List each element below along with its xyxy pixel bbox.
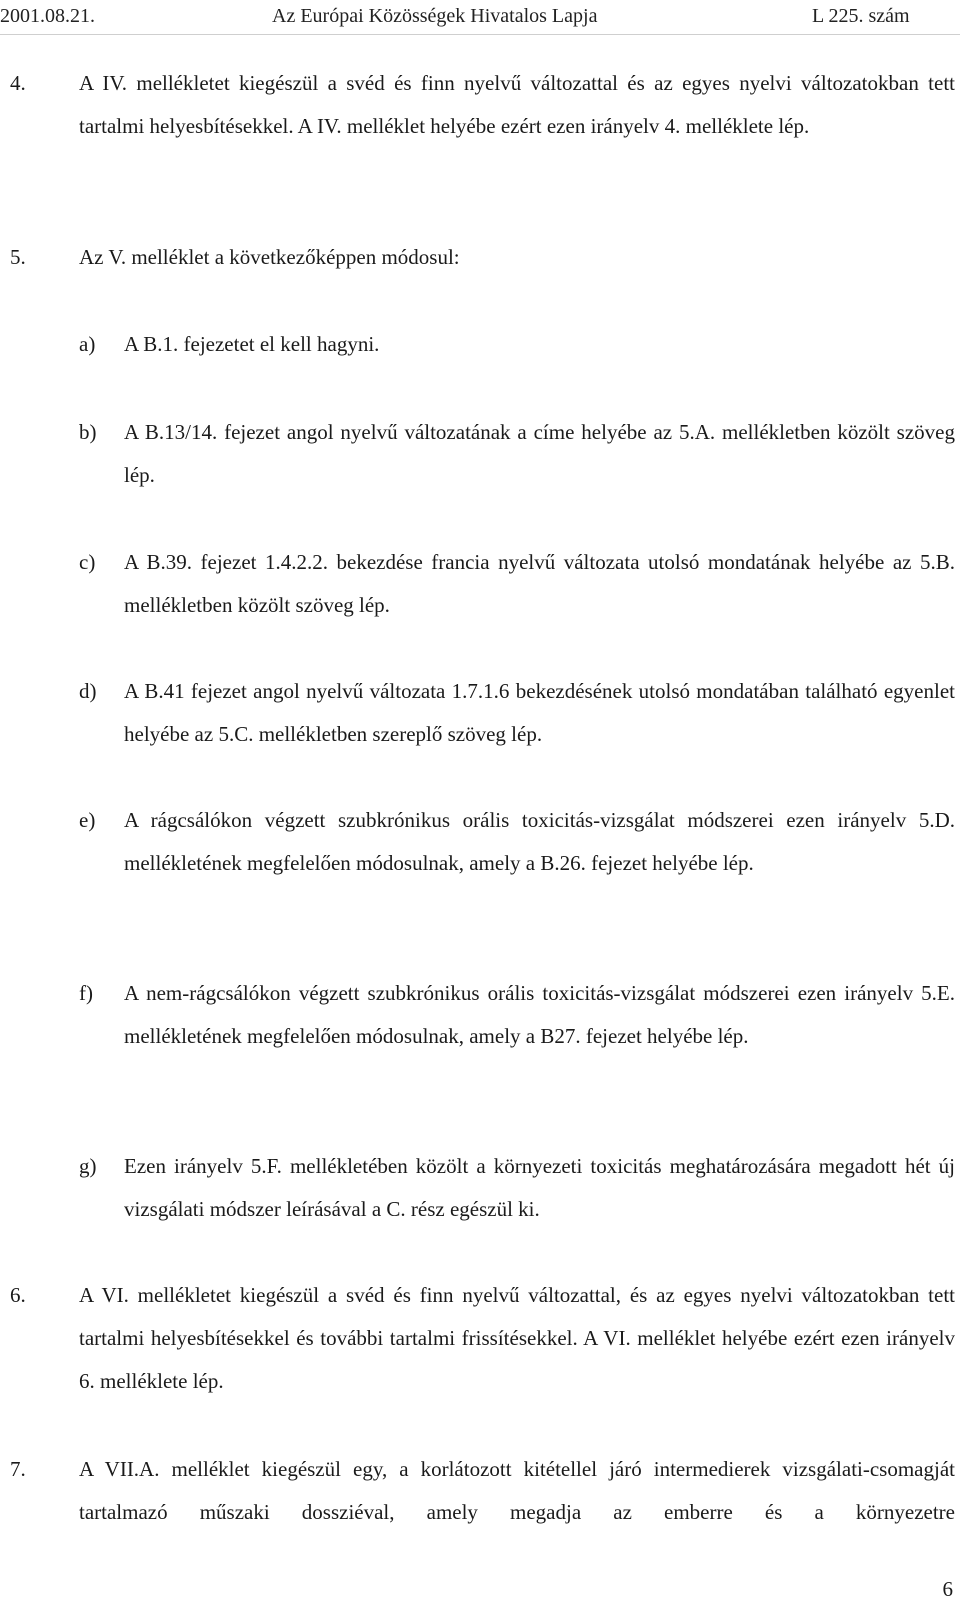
subitem-letter: b) — [79, 420, 97, 444]
subitem-text: A nem-rágcsálókon végzett szubkrónikus orális toxicitás-vizsgálat módszerei ezen irányelv 5.E. mellékletének megfelelően módosulnak, amely a B27. fejezet helyébe lép. — [124, 981, 955, 1048]
item-number: 5. — [10, 245, 26, 269]
item-text: A IV. mellékletet kiegészül a svéd és finn nyelvű változattal és az egyes nyelvi változatokban tett tartalmi helyesbítésekkel. A IV. melléklet helyébe ezért ezen irányelv 4. melléklete lép. — [79, 71, 955, 138]
page-header — [0, 2, 960, 34]
subitem-text: A B.1. fejezetet el kell hagyni. — [124, 332, 380, 356]
item-text: A VII.A. melléklet kiegészül egy, a korlátozott kitétellel járó intermedierek vizsgálati-csomagját tartalmazó műszaki dossziéval, amely megadja az emberre és a környezetre — [79, 1457, 955, 1524]
subitem-text: A B.41 fejezet angol nyelvű változata 1.7.1.6 bekezdésének utolsó mondatában található egyenlet helyébe az 5.C. mellékletben szereplő szöveg lép. — [124, 679, 955, 746]
header-date: 2001.08.21. — [0, 5, 95, 27]
header-journal-title: Az Európai Közösségek Hivatalos Lapja — [272, 5, 598, 27]
header-issue-number: L 225. szám — [812, 5, 910, 27]
header-divider — [0, 34, 960, 35]
subitem-letter: c) — [79, 550, 96, 574]
subitem-letter: e) — [79, 808, 96, 832]
subitem-letter: a) — [79, 332, 96, 356]
item-number: 4. — [10, 71, 26, 95]
item-number: 7. — [10, 1457, 26, 1481]
subitem-letter: d) — [79, 679, 97, 703]
item-text: Az V. melléklet a következőképpen módosul: — [79, 245, 460, 269]
subitem-letter: f) — [79, 981, 93, 1005]
subitem-text: A B.13/14. fejezet angol nyelvű változatának a címe helyébe az 5.A. mellékletben közölt szöveg lép. — [124, 420, 955, 487]
subitem-text: Ezen irányelv 5.F. mellékletében közölt a környezeti toxicitás meghatározására megadott hét új vizsgálati módszer leírásával a C. rész egészül ki. — [124, 1154, 955, 1221]
subitem-letter: g) — [79, 1154, 97, 1178]
item-text: A VI. mellékletet kiegészül a svéd és finn nyelvű változattal, és az egyes nyelvi változatokban tett tartalmi helyesbítésekkel és további tartalmi frissítésekkel. A VI. melléklet helyébe ezért ezen irányelv 6. melléklete lép. — [79, 1283, 955, 1393]
subitem-text: A B.39. fejezet 1.4.2.2. bekezdése francia nyelvű változata utolsó mondatának helyébe az 5.B. mellékletben közölt szöveg lép. — [124, 550, 955, 617]
page-number: 6 — [942, 1577, 953, 1601]
item-number: 6. — [10, 1283, 26, 1307]
subitem-text: A rágcsálókon végzett szubkrónikus orális toxicitás-vizsgálat módszerei ezen irányelv 5.D. mellékletének megfelelően módosulnak, amely a B.26. fejezet helyébe lép. — [124, 808, 955, 875]
